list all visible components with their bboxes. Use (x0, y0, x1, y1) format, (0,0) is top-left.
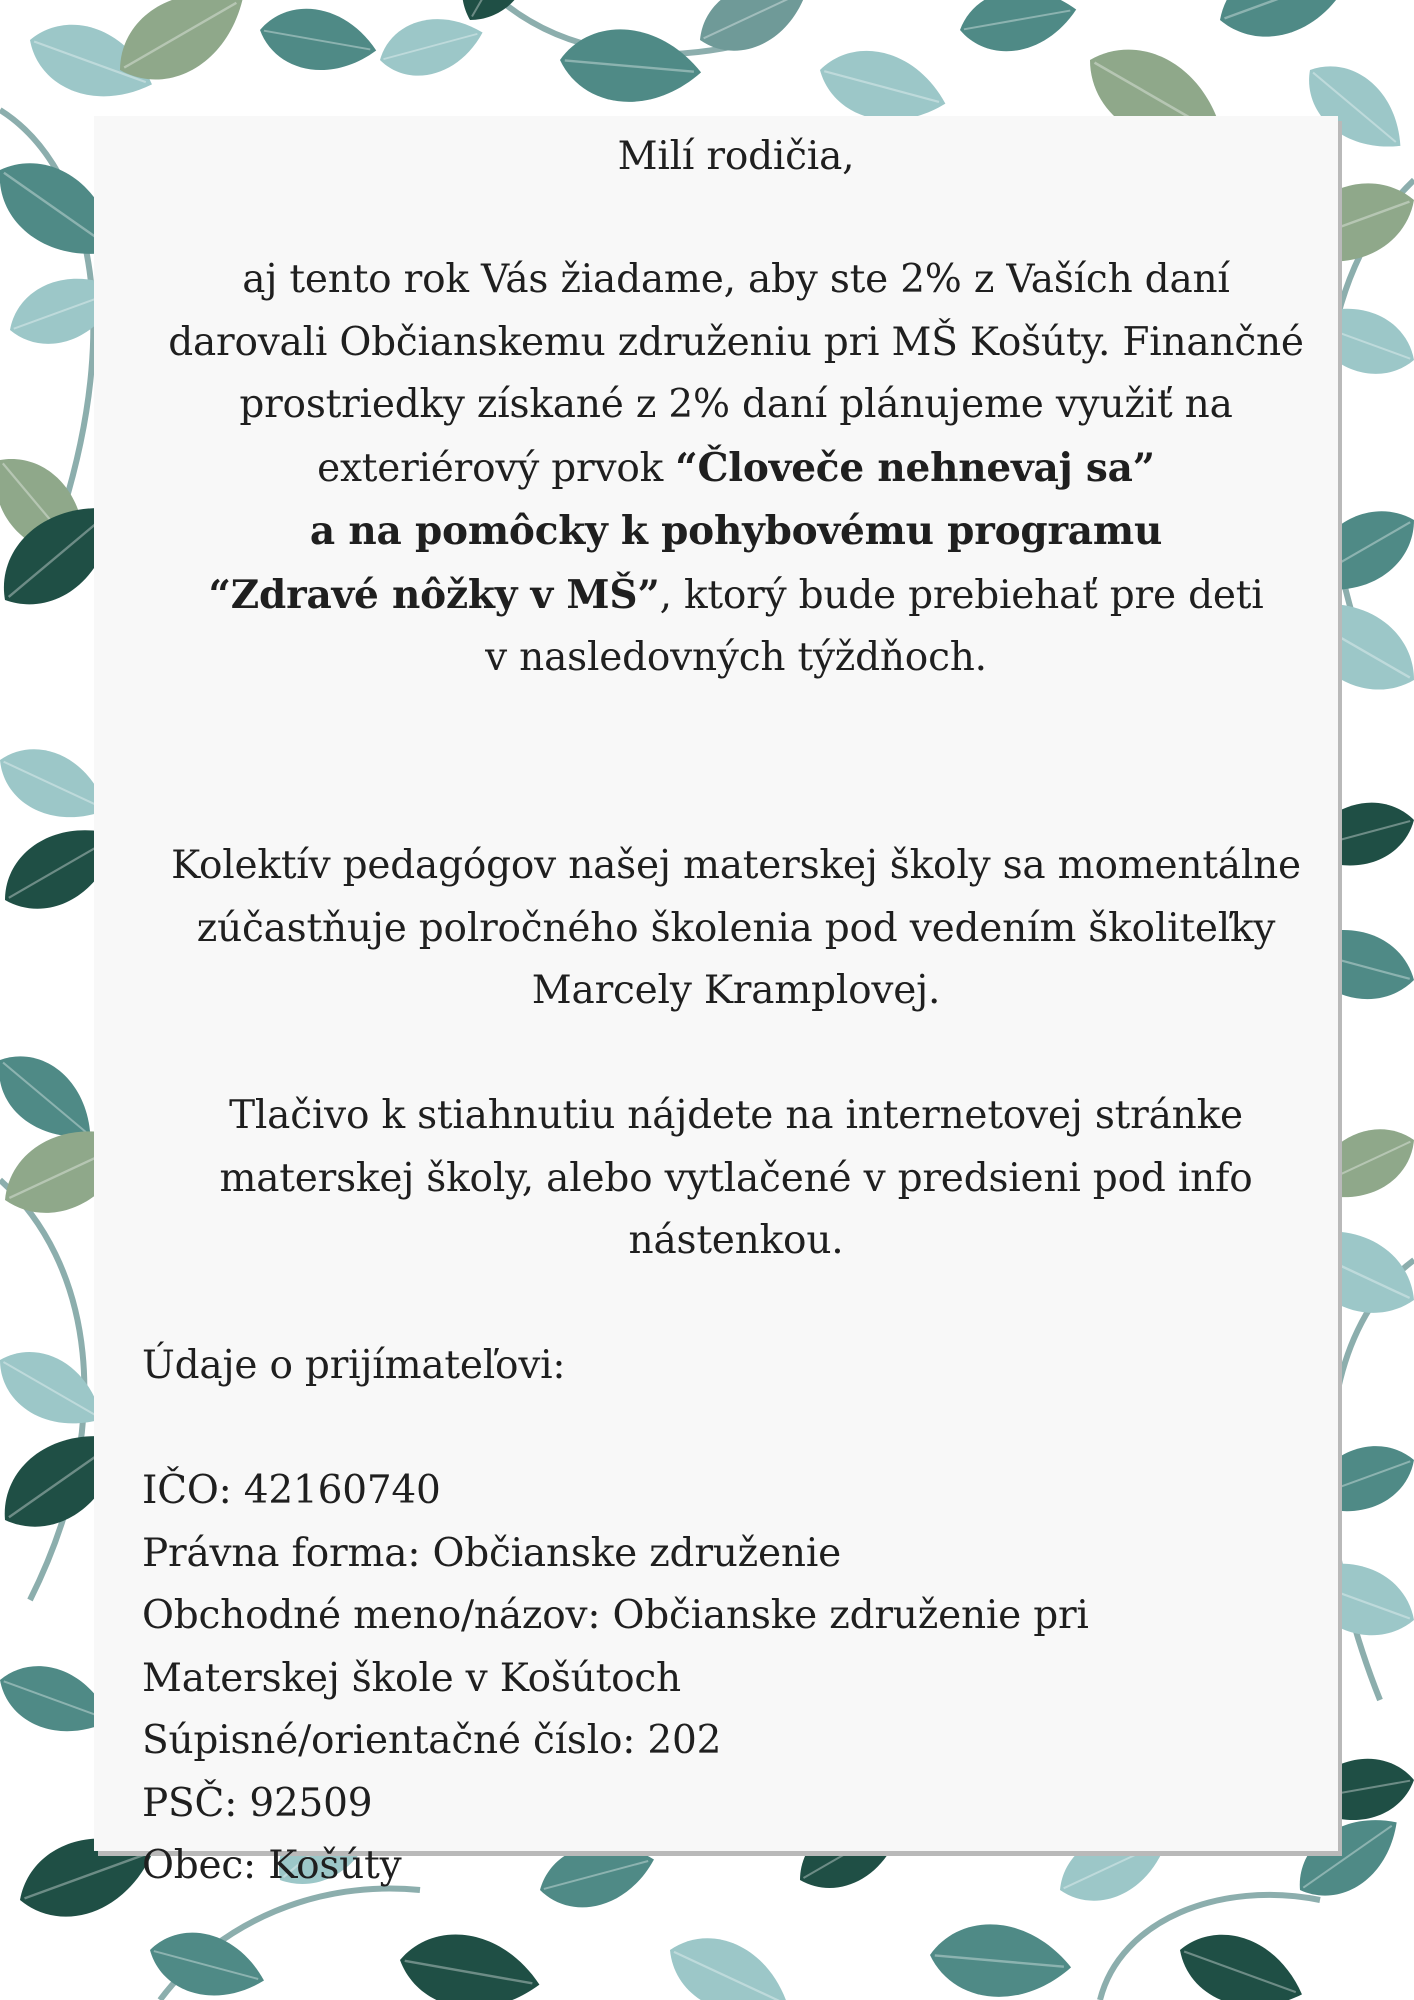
training-line-1: Kolektív pedagógov našej materskej školy sa momentálne (171, 843, 1301, 888)
recipient-number: Súpisné/orientačné číslo: 202 (142, 1718, 722, 1763)
recipient-details (142, 1335, 1322, 1898)
recipient-obec: Obec: Košúty (142, 1843, 402, 1888)
training-paragraph (140, 835, 1332, 1023)
donation-line-1: aj tento rok Vás žiadame, aby ste 2% z Vaších daní (242, 257, 1230, 302)
greeting-text: Milí rodičia, (617, 134, 855, 179)
recipient-psc: PSČ: 92509 (142, 1780, 373, 1826)
recipient-name-line-2: Materskej škole v Košútoch (142, 1655, 681, 1701)
form-line-2: materskej školy, alebo vytlačené v predsieni pod info (219, 1155, 1253, 1201)
recipient-name-line-1: Obchodné meno/názov: Občianske združenie pri (142, 1593, 1089, 1638)
form-paragraph (140, 1085, 1332, 1273)
donation-line-5 (140, 500, 1332, 564)
recipient-gap (142, 1398, 1322, 1461)
program-aids-text: a na pomôcky k pohybovému programu (309, 508, 1163, 554)
form-line-1: Tlačivo k stiahnutiu nájdete na internetovej stránke (229, 1093, 1243, 1138)
donation-line-7: v nasledovných týždňoch. (485, 635, 987, 680)
donation-line-2: darovali Občianskemu združeniu pri MŠ Košúty. Finančné (168, 319, 1304, 365)
donation-line-4 (140, 437, 1332, 501)
recipient-heading: Údaje o prijímateľovi: (142, 1343, 566, 1388)
letter-card (94, 116, 1338, 1888)
form-line-3: nástenkou. (628, 1218, 844, 1263)
donation-line-6-text: , ktorý bude prebiehať pre deti (659, 572, 1264, 618)
recipient-ico: IČO: 42160740 (142, 1468, 441, 1513)
training-line-3: Marcely Kramplovej. (531, 968, 941, 1013)
program-name: “Zdravé nôžky v MŠ” (208, 571, 660, 618)
greeting (140, 126, 1332, 189)
donation-paragraph (140, 249, 1332, 690)
donation-line-6 (140, 564, 1332, 628)
donation-line-3: prostriedky získané z 2% daní plánujeme využiť na (239, 382, 1233, 427)
training-line-2: zúčastňuje polročného školenia pod vedením školiteľky (196, 905, 1276, 951)
donation-line-4-text: exteriérový prvok (317, 445, 676, 491)
game-element-name: “Človeče nehnevaj sa” (675, 444, 1155, 491)
recipient-legal-form: Právna forma: Občianske združenie (142, 1530, 841, 1576)
